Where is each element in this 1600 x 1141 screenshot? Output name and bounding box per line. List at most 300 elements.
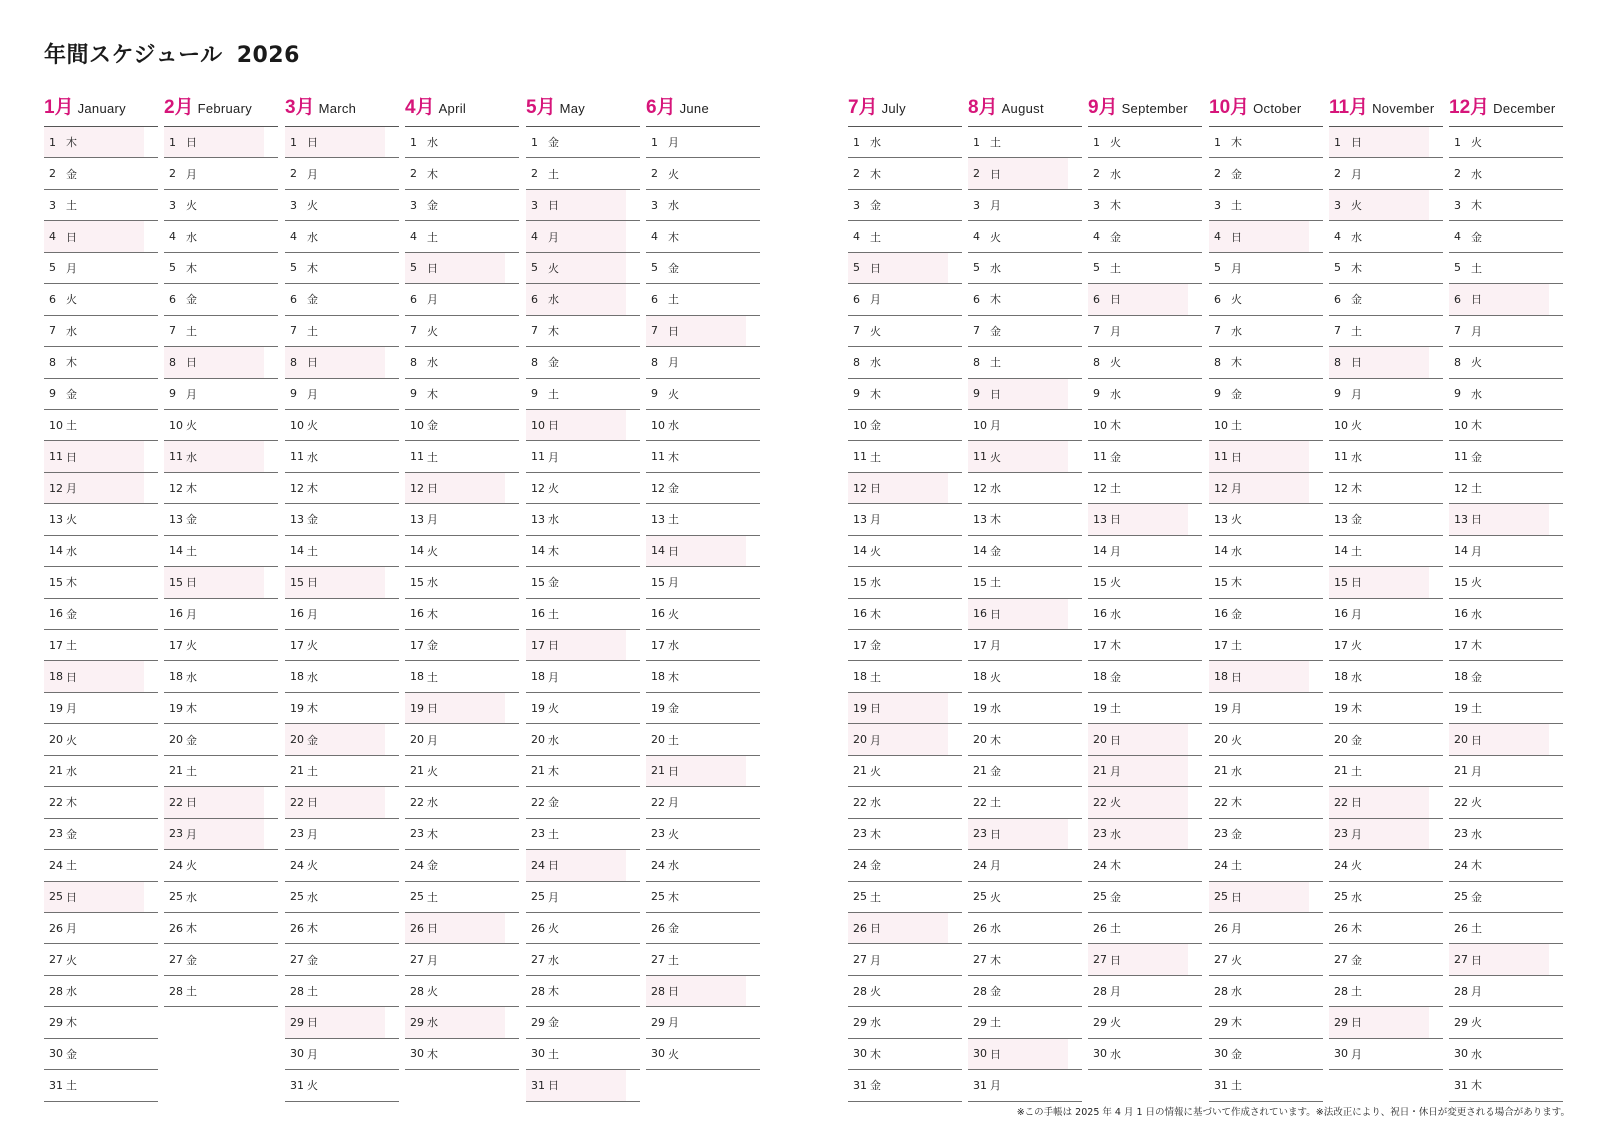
- day-number: 15: [973, 575, 987, 589]
- day-row: [526, 693, 640, 724]
- month-name: September: [1121, 101, 1188, 116]
- day-number: 9: [1334, 387, 1341, 401]
- day-row: [285, 661, 399, 692]
- weekday-label: 月: [307, 167, 318, 181]
- weekday-label: 土: [548, 1047, 559, 1061]
- weekday-label: 日: [1351, 356, 1362, 370]
- day-number: 8: [651, 355, 658, 369]
- day-row: [1209, 379, 1323, 410]
- weekday-label: 月: [186, 607, 197, 621]
- day-number: 25: [531, 890, 545, 904]
- day-number: 29: [290, 1015, 304, 1029]
- day-number: 3: [651, 198, 658, 212]
- day-row: [646, 1039, 760, 1070]
- weekday-label: 月: [990, 199, 1001, 213]
- weekday-label: 月: [1351, 167, 1362, 181]
- day-row: [1329, 441, 1443, 472]
- weekday-label: 金: [186, 293, 197, 307]
- day-number: 14: [853, 544, 867, 558]
- day-number: 21: [410, 764, 424, 778]
- weekday-label: 土: [990, 1016, 1001, 1030]
- day-number: 25: [410, 890, 424, 904]
- weekday-label: 日: [1110, 733, 1121, 747]
- day-number: 7: [1454, 324, 1461, 338]
- day-row: [164, 347, 278, 378]
- day-row: [1088, 190, 1202, 221]
- weekday-label: 月: [1231, 261, 1242, 275]
- weekday-label: 土: [990, 136, 1001, 150]
- day-row: [1209, 221, 1323, 252]
- day-number: 7: [1334, 324, 1341, 338]
- day-row: [646, 284, 760, 315]
- day-row: [44, 504, 158, 535]
- day-number: 30: [531, 1047, 545, 1061]
- day-row: [1329, 850, 1443, 881]
- day-row: [1209, 630, 1323, 661]
- day-row: [848, 190, 962, 221]
- weekday-label: 日: [307, 576, 318, 590]
- month-name: January: [77, 101, 126, 116]
- weekday-label: 火: [1471, 136, 1482, 150]
- day-row: [405, 347, 519, 378]
- weekday-label: 金: [66, 827, 77, 841]
- day-row: [848, 976, 962, 1007]
- weekday-label: 日: [1471, 953, 1482, 967]
- weekday-label: 金: [1110, 670, 1121, 684]
- weekday-label: 木: [1351, 261, 1362, 275]
- weekday-label: 月: [186, 387, 197, 401]
- day-row: [526, 944, 640, 975]
- day-number: 21: [1454, 764, 1468, 778]
- day-row: [1088, 127, 1202, 158]
- day-row: [646, 724, 760, 755]
- day-number: 12: [651, 481, 665, 495]
- day-number: 23: [531, 827, 545, 841]
- day-row: [405, 284, 519, 315]
- day-number: 20: [1454, 733, 1468, 747]
- weekday-label: 水: [870, 136, 881, 150]
- weekday-label: 金: [186, 733, 197, 747]
- weekday-label: 火: [870, 544, 881, 558]
- day-row: [164, 127, 278, 158]
- day-number: 31: [290, 1078, 304, 1092]
- weekday-label: 火: [1231, 953, 1242, 967]
- day-number: 3: [1093, 198, 1100, 212]
- day-row: [285, 441, 399, 472]
- day-number: 13: [290, 512, 304, 526]
- weekday-label: 火: [1231, 513, 1242, 527]
- day-row: [1209, 599, 1323, 630]
- day-row: [1329, 756, 1443, 787]
- day-number: 17: [853, 638, 867, 652]
- day-row: [1088, 976, 1202, 1007]
- day-row: [646, 441, 760, 472]
- weekday-label: 木: [307, 261, 318, 275]
- day-row: [1449, 504, 1563, 535]
- weekday-label: 金: [548, 576, 559, 590]
- weekday-label: 月: [548, 230, 559, 244]
- day-number: 18: [853, 670, 867, 684]
- day-row: [405, 787, 519, 818]
- weekday-label: 木: [66, 1016, 77, 1030]
- weekday-label: 月: [66, 261, 77, 275]
- day-number: 25: [1214, 890, 1228, 904]
- day-row: [1329, 158, 1443, 189]
- day-row: [1329, 882, 1443, 913]
- weekday-label: 金: [427, 639, 438, 653]
- weekday-label: 日: [307, 356, 318, 370]
- weekday-label: 金: [870, 859, 881, 873]
- day-number: 28: [973, 984, 987, 998]
- weekday-label: 土: [668, 513, 679, 527]
- weekday-label: 日: [1471, 733, 1482, 747]
- day-row: [1209, 567, 1323, 598]
- day-number: 14: [973, 544, 987, 558]
- weekday-label: 月: [186, 167, 197, 181]
- day-number: 12: [410, 481, 424, 495]
- weekday-label: 木: [1231, 796, 1242, 810]
- day-row: [405, 473, 519, 504]
- day-row: [526, 158, 640, 189]
- weekday-label: 金: [427, 199, 438, 213]
- day-row: [44, 379, 158, 410]
- day-number: 7: [973, 324, 980, 338]
- day-row: [285, 819, 399, 850]
- weekday-label: 金: [870, 1079, 881, 1093]
- weekday-label: 金: [66, 167, 77, 181]
- day-row: [968, 1070, 1082, 1101]
- day-row: [1088, 599, 1202, 630]
- weekday-label: 火: [1231, 733, 1242, 747]
- weekday-label: 日: [870, 261, 881, 275]
- weekday-label: 月: [66, 922, 77, 936]
- day-number: 7: [651, 324, 658, 338]
- weekday-label: 金: [1471, 890, 1482, 904]
- day-number: 25: [853, 890, 867, 904]
- day-number: 23: [49, 827, 63, 841]
- day-row: [405, 913, 519, 944]
- weekday-label: 日: [66, 670, 77, 684]
- weekday-label: 火: [186, 859, 197, 873]
- weekday-label: 金: [1110, 890, 1121, 904]
- day-row: [1088, 441, 1202, 472]
- day-number: 5: [1454, 261, 1461, 275]
- day-row: [526, 441, 640, 472]
- weekday-label: 土: [870, 230, 881, 244]
- weekday-label: 土: [66, 199, 77, 213]
- weekday-label: 金: [548, 796, 559, 810]
- day-number: 22: [169, 795, 183, 809]
- day-number: 18: [651, 670, 665, 684]
- day-row: [44, 1007, 158, 1038]
- weekday-label: 日: [1110, 513, 1121, 527]
- day-number: 31: [853, 1078, 867, 1092]
- day-number: 28: [1214, 984, 1228, 998]
- day-row: [1329, 190, 1443, 221]
- weekday-label: 水: [66, 544, 77, 558]
- day-number: 14: [290, 544, 304, 558]
- day-row: [44, 1039, 158, 1070]
- day-number: 17: [1334, 638, 1348, 652]
- weekday-label: 土: [427, 230, 438, 244]
- day-number: 20: [1093, 733, 1107, 747]
- weekday-label: 日: [427, 922, 438, 936]
- day-row: [405, 724, 519, 755]
- day-number: 13: [1334, 512, 1348, 526]
- day-number: 17: [973, 638, 987, 652]
- day-row: [405, 1007, 519, 1038]
- day-row: [405, 599, 519, 630]
- day-row: [164, 693, 278, 724]
- weekday-label: 日: [870, 702, 881, 716]
- day-row: [285, 158, 399, 189]
- day-number: 16: [290, 607, 304, 621]
- weekday-label: 火: [1471, 576, 1482, 590]
- weekday-label: 月: [186, 827, 197, 841]
- day-number: 20: [853, 733, 867, 747]
- day-number: 9: [1214, 387, 1221, 401]
- day-row: [526, 284, 640, 315]
- day-number: 26: [169, 921, 183, 935]
- weekday-label: 金: [186, 513, 197, 527]
- weekday-label: 水: [307, 450, 318, 464]
- day-row: [1209, 473, 1323, 504]
- day-row: [44, 441, 158, 472]
- weekday-label: 水: [1110, 827, 1121, 841]
- day-number: 14: [1334, 544, 1348, 558]
- weekday-label: 火: [548, 702, 559, 716]
- day-number: 7: [1214, 324, 1221, 338]
- day-row: [164, 410, 278, 441]
- day-row: [968, 850, 1082, 881]
- day-number: 19: [1093, 701, 1107, 715]
- day-number: 16: [1454, 607, 1468, 621]
- day-row: [526, 127, 640, 158]
- day-row: [526, 347, 640, 378]
- weekday-label: 水: [1231, 985, 1242, 999]
- day-row: [1209, 976, 1323, 1007]
- month-number: 4月: [405, 97, 435, 118]
- day-number: 20: [651, 733, 665, 747]
- day-number: 20: [973, 733, 987, 747]
- day-row: [526, 913, 640, 944]
- weekday-label: 火: [307, 1079, 318, 1093]
- day-row: [1449, 819, 1563, 850]
- day-row: [44, 536, 158, 567]
- day-number: 25: [651, 890, 665, 904]
- weekday-label: 金: [668, 261, 679, 275]
- day-row: [44, 693, 158, 724]
- weekday-label: 月: [668, 1016, 679, 1030]
- weekday-label: 水: [668, 639, 679, 653]
- day-number: 31: [531, 1078, 545, 1092]
- day-row: [164, 158, 278, 189]
- day-row: [646, 630, 760, 661]
- weekday-label: 水: [990, 702, 1001, 716]
- weekday-label: 月: [1110, 544, 1121, 558]
- day-row: [526, 316, 640, 347]
- weekday-label: 日: [870, 922, 881, 936]
- day-number: 5: [49, 261, 56, 275]
- day-number: 24: [531, 858, 545, 872]
- day-number: 1: [1334, 135, 1341, 149]
- day-row: [44, 661, 158, 692]
- day-row: [646, 473, 760, 504]
- day-number: 10: [290, 418, 304, 432]
- month-column-october: [1209, 90, 1323, 1102]
- day-row: [968, 379, 1082, 410]
- day-number: 28: [49, 984, 63, 998]
- day-number: 5: [853, 261, 860, 275]
- weekday-label: 木: [427, 607, 438, 621]
- day-row: [968, 536, 1082, 567]
- day-row: [1088, 1039, 1202, 1070]
- day-row: [164, 976, 278, 1007]
- day-number: 4: [531, 230, 538, 244]
- weekday-label: 水: [668, 419, 679, 433]
- day-row: [526, 661, 640, 692]
- day-number: 26: [853, 921, 867, 935]
- day-row: [164, 882, 278, 913]
- day-number: 4: [290, 230, 297, 244]
- day-row: [1449, 661, 1563, 692]
- weekday-label: 土: [1231, 199, 1242, 213]
- weekday-label: 水: [1471, 167, 1482, 181]
- day-number: 26: [49, 921, 63, 935]
- weekday-label: 日: [1351, 1016, 1362, 1030]
- weekday-label: 土: [1471, 261, 1482, 275]
- weekday-label: 月: [1351, 607, 1362, 621]
- month-number: 9月: [1088, 97, 1118, 118]
- day-number: 25: [1334, 890, 1348, 904]
- day-row: [1088, 536, 1202, 567]
- day-row: [285, 882, 399, 913]
- weekday-label: 土: [307, 985, 318, 999]
- weekday-label: 月: [990, 859, 1001, 873]
- day-row: [1088, 158, 1202, 189]
- day-number: 29: [410, 1015, 424, 1029]
- day-row: [1088, 316, 1202, 347]
- day-number: 15: [169, 575, 183, 589]
- day-row: [646, 787, 760, 818]
- day-row: [1088, 253, 1202, 284]
- month-name: November: [1372, 101, 1435, 116]
- month-header: [44, 90, 158, 127]
- day-number: 21: [973, 764, 987, 778]
- day-row: [526, 819, 640, 850]
- day-number: 9: [290, 387, 297, 401]
- day-number: 24: [1334, 858, 1348, 872]
- day-row: [526, 787, 640, 818]
- day-number: 2: [1334, 167, 1341, 181]
- weekday-label: 月: [990, 1079, 1001, 1093]
- day-row: [968, 724, 1082, 755]
- weekday-label: 日: [548, 419, 559, 433]
- day-row: [285, 630, 399, 661]
- day-row: [285, 347, 399, 378]
- day-row: [164, 379, 278, 410]
- weekday-label: 月: [307, 607, 318, 621]
- day-number: 5: [1093, 261, 1100, 275]
- day-row: [1209, 850, 1323, 881]
- day-row: [646, 316, 760, 347]
- weekday-label: 木: [307, 482, 318, 496]
- day-row: [848, 1039, 962, 1070]
- day-row: [44, 756, 158, 787]
- weekday-label: 火: [668, 1047, 679, 1061]
- weekday-label: 木: [1231, 356, 1242, 370]
- weekday-label: 土: [1231, 639, 1242, 653]
- day-number: 9: [410, 387, 417, 401]
- day-row: [646, 756, 760, 787]
- weekday-label: 木: [427, 1047, 438, 1061]
- day-number: 1: [1093, 135, 1100, 149]
- day-number: 4: [853, 230, 860, 244]
- weekday-label: 土: [990, 576, 1001, 590]
- weekday-label: 日: [548, 199, 559, 213]
- day-number: 2: [169, 167, 176, 181]
- day-number: 4: [1093, 230, 1100, 244]
- day-number: 11: [1334, 450, 1348, 464]
- weekday-label: 土: [870, 890, 881, 904]
- weekday-label: 木: [548, 985, 559, 999]
- weekday-label: 木: [870, 607, 881, 621]
- month-column-december: [1449, 90, 1563, 1102]
- day-number: 15: [410, 575, 424, 589]
- day-row: [405, 253, 519, 284]
- day-number: 30: [1334, 1047, 1348, 1061]
- weekday-label: 日: [548, 859, 559, 873]
- weekday-label: 土: [186, 324, 197, 338]
- day-number: 27: [49, 953, 63, 967]
- day-number: 8: [1334, 355, 1341, 369]
- day-number: 1: [973, 135, 980, 149]
- day-row: [646, 819, 760, 850]
- day-number: 6: [1454, 292, 1461, 306]
- day-row: [968, 599, 1082, 630]
- day-row: [44, 158, 158, 189]
- weekday-label: 火: [1351, 859, 1362, 873]
- month-column-november: [1329, 90, 1443, 1102]
- day-number: 22: [1214, 795, 1228, 809]
- day-row: [1329, 253, 1443, 284]
- day-row: [164, 819, 278, 850]
- day-number: 26: [651, 921, 665, 935]
- weekday-label: 日: [1471, 513, 1482, 527]
- weekday-label: 日: [990, 1047, 1001, 1061]
- day-row: [646, 944, 760, 975]
- day-row: [44, 410, 158, 441]
- day-row: [968, 882, 1082, 913]
- day-row: [1329, 127, 1443, 158]
- day-number: 17: [410, 638, 424, 652]
- month-name: June: [679, 101, 709, 116]
- day-row: [285, 599, 399, 630]
- day-number: 6: [1093, 292, 1100, 306]
- day-row: [44, 944, 158, 975]
- weekday-label: 火: [1110, 356, 1121, 370]
- day-row: [1088, 630, 1202, 661]
- day-row: [1209, 913, 1323, 944]
- weekday-label: 日: [186, 796, 197, 810]
- day-number: 26: [1454, 921, 1468, 935]
- day-number: 10: [1334, 418, 1348, 432]
- day-row: [44, 724, 158, 755]
- day-row: [405, 221, 519, 252]
- day-number: 30: [973, 1047, 987, 1061]
- day-number: 16: [853, 607, 867, 621]
- month-header: [164, 90, 278, 127]
